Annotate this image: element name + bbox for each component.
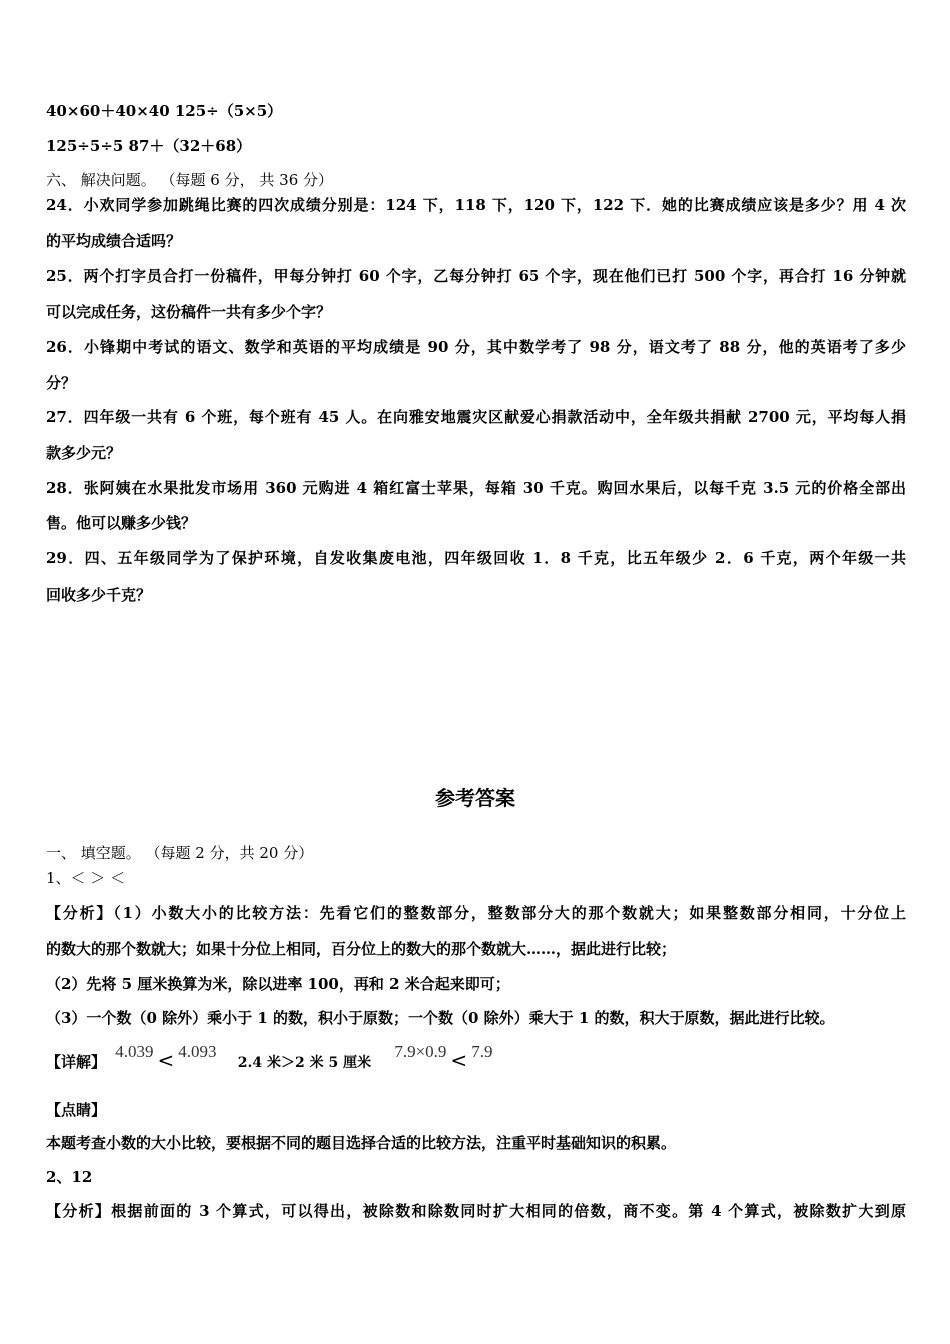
question-26-cont: 分？ [46, 374, 77, 392]
answer-1: 1、＜ ＞ ＜ [46, 869, 126, 887]
analysis-text: 的数大的那个数就大；如果十分位上相同，百分位上的数大的那个数就大……，据此进行比较； [46, 940, 677, 958]
question-29: 29．四、五年级同学为了保护环境，自发收集废电池，四年级回收 1．8 千克，比五年级少 2．6 千克，两个年级一共 [46, 549, 906, 567]
math-value: 7.9×0.9 [394, 1042, 447, 1061]
analysis-text: （2）先将 5 厘米换算为米，除以进率 100，再和 2 米合起来即可； [46, 975, 510, 993]
comment-text: 本题考查小数的大小比较，要根据不同的题目选择合适的比较方法，注重平时基础知识的积累。 [46, 1134, 677, 1152]
answers-title: 参考答案 [435, 786, 515, 810]
question-27: 27．四年级一共有 6 个班，每个班有 45 人。在向雅安地震灾区献爱心捐款活动中，全年级共捐献 2700 元，平均每人捐 [46, 408, 906, 426]
question-25-cont: 可以完成任务，这份稿件一共有多少个字？ [46, 303, 332, 321]
question-28: 28．张阿姨在水果批发市场用 360 元购进 4 箱红富士苹果，每箱 30 千克。购回水果后，以每千克 3.5 元的价格全部出 [46, 479, 906, 497]
analysis-text: 【分析】根据前面的 3 个算式，可以得出，被除数和除数同时扩大相同的倍数，商不变。第 4 个算式，被除数扩大到原 [46, 1202, 906, 1220]
answer-section-heading: 一、 填空题。 （每题 2 分，共 20 分） [46, 844, 314, 862]
question-26: 26．小锋期中考试的语文、数学和英语的平均成绩是 90 分，其中数学考了 98 分，语文考了 88 分，他的英语考了多少 [46, 338, 906, 356]
question-24-cont: 的平均成绩合适吗？ [46, 232, 182, 250]
detail-comparison: 2.4 米＞2 米 5 厘米 [237, 1055, 372, 1071]
answer-2: 2、12 [46, 1168, 93, 1186]
less-than-sign: < [450, 1048, 468, 1072]
detail-line [46, 1042, 493, 1073]
analysis-text: 【分析】（1）小数大小的比较方法：先看它们的整数部分，整数部分大的那个数就大；如果整数部分相同，十分位上 [46, 904, 906, 922]
question-28-cont: 售。他可以赚多少钱？ [46, 514, 197, 532]
detail-label: 【详解】 [46, 1053, 107, 1071]
math-value: 7.9 [471, 1042, 493, 1061]
exercise-line: 125÷5÷5 87＋（32＋68） [46, 137, 252, 155]
section-heading: 六、 解决问题。 （每题 6 分， 共 36 分） [46, 171, 334, 189]
question-24: 24．小欢同学参加跳绳比赛的四次成绩分别是：124 下，118 下，120 下，122 下．她的比赛成绩应该是多少？用 4 次 [46, 196, 906, 214]
question-25: 25．两个打字员合打一份稿件，甲每分钟打 60 个字，乙每分钟打 65 个字，现在他们已打 500 个字，再合打 16 分钟就 [46, 267, 906, 285]
math-value: 4.093 [178, 1042, 217, 1061]
analysis-text: （3）一个数（0 除外）乘小于 1 的数，积小于原数；一个数（0 除外）乘大于 1 的数，积大于原数，据此进行比较。 [46, 1009, 835, 1027]
question-27-cont: 款多少元？ [46, 444, 122, 462]
comment-label: 【点睛】 [46, 1101, 107, 1119]
question-29-cont: 回收多少千克？ [46, 586, 152, 604]
exercise-line: 40×60＋40×40 125÷（5×5） [46, 102, 283, 120]
less-than-sign: < [157, 1048, 175, 1072]
math-value: 4.039 [115, 1042, 154, 1061]
